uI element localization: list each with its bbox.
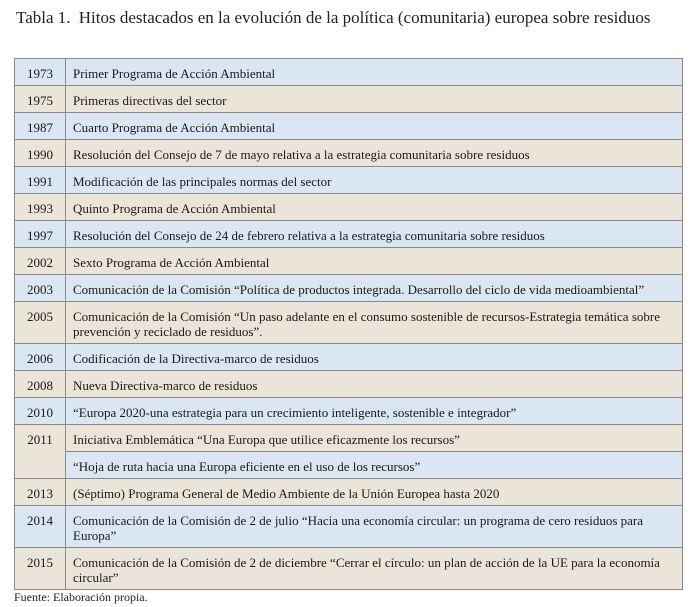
year-cell: 2010 [15, 398, 66, 425]
year-cell: 2011 [15, 425, 66, 479]
table-row [15, 506, 683, 548]
year-cell: 2013 [15, 479, 66, 506]
table-row [15, 275, 683, 302]
description-cell: Comunicación de la Comisión de 2 de julio “Hacia una economía circular: un programa de cero residuos para Europa” [66, 506, 683, 548]
description-cell: Iniciativa Emblemática “Una Europa que utilice eficazmente los recursos” [66, 425, 683, 452]
year-cell: 1990 [15, 140, 66, 167]
table-row [15, 86, 683, 113]
year-cell: 2002 [15, 248, 66, 275]
description-cell: (Séptimo) Programa General de Medio Ambiente de la Unión Europea hasta 2020 [66, 479, 683, 506]
description-cell: Resolución del Consejo de 24 de febrero relativa a la estrategia comunitaria sobre residuos [66, 221, 683, 248]
table-row [15, 398, 683, 425]
description-cell: Quinto Programa de Acción Ambiental [66, 194, 683, 221]
description-cell: Nueva Directiva-marco de residuos [66, 371, 683, 398]
table-title [16, 8, 686, 28]
table-row [15, 221, 683, 248]
table-row [15, 194, 683, 221]
description-cell: Comunicación de la Comisión “Un paso adelante en el consumo sostenible de recursos-Estrategia temática sobre prevención y reciclado de residuos”. [66, 302, 683, 344]
year-cell: 2014 [15, 506, 66, 548]
year-cell: 1973 [15, 59, 66, 86]
description-cell: Comunicación de la Comisión “Política de productos integrada. Desarrollo del ciclo de vida medioambiental” [66, 275, 683, 302]
milestones-table [14, 58, 683, 590]
table-row [15, 248, 683, 275]
table-row [15, 425, 683, 452]
year-cell: 2006 [15, 344, 66, 371]
year-cell: 1975 [15, 86, 66, 113]
description-cell: Cuarto Programa de Acción Ambiental [66, 113, 683, 140]
year-cell: 1997 [15, 221, 66, 248]
table-row [15, 344, 683, 371]
table-row [15, 302, 683, 344]
description-cell: “Hoja de ruta hacia una Europa eficiente en el uso de los recursos” [66, 452, 683, 479]
description-cell: “Europa 2020-una estrategia para un crecimiento inteligente, sostenible e integrador” [66, 398, 683, 425]
table-row [15, 113, 683, 140]
description-cell: Primeras directivas del sector [66, 86, 683, 113]
description-cell: Primer Programa de Acción Ambiental [66, 59, 683, 86]
table-caption: Hitos destacados en la evolución de la política (comunitaria) europea sobre residuos [78, 8, 651, 27]
source-note: Fuente: Elaboración propia. [14, 590, 148, 604]
table-row [15, 371, 683, 398]
year-cell: 2005 [15, 302, 66, 344]
year-cell: 2003 [15, 275, 66, 302]
description-cell: Comunicación de la Comisión de 2 de diciembre “Cerrar el círculo: un plan de acción de la UE para la economía circular” [66, 548, 683, 590]
table-row [15, 167, 683, 194]
year-cell: 2015 [15, 548, 66, 590]
year-cell: 1991 [15, 167, 66, 194]
year-cell: 1993 [15, 194, 66, 221]
table-row [15, 548, 683, 590]
description-cell: Sexto Programa de Acción Ambiental [66, 248, 683, 275]
table-number: Tabla 1. [16, 8, 71, 27]
description-cell: Codificación de la Directiva-marco de residuos [66, 344, 683, 371]
description-cell: Modificación de las principales normas del sector [66, 167, 683, 194]
table-row [15, 479, 683, 506]
description-cell: Resolución del Consejo de 7 de mayo relativa a la estrategia comunitaria sobre residuos [66, 140, 683, 167]
year-cell: 2008 [15, 371, 66, 398]
table-row [15, 452, 683, 479]
table-row [15, 59, 683, 86]
table-row [15, 140, 683, 167]
year-cell: 1987 [15, 113, 66, 140]
